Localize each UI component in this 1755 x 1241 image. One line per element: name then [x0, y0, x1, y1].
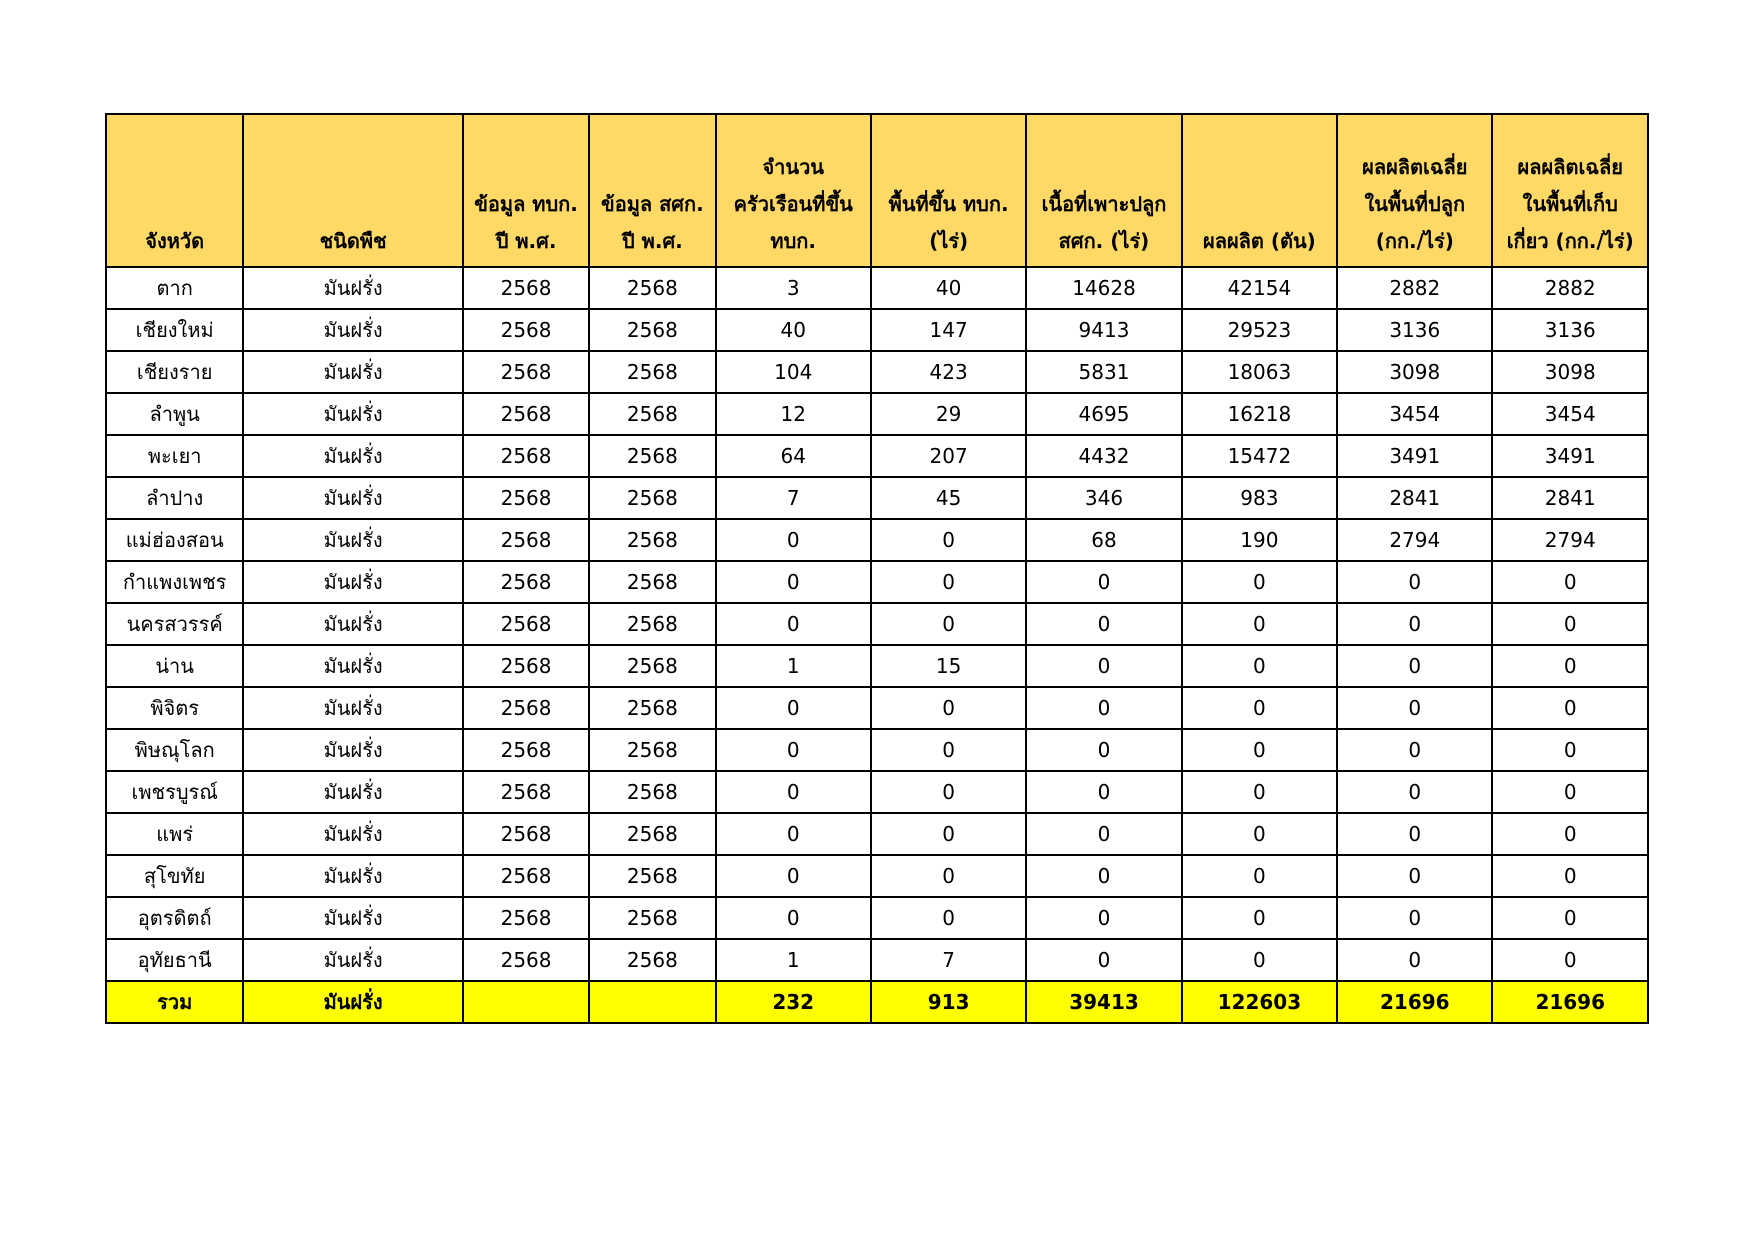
table-row: [106, 393, 1648, 435]
table-cell: 2568: [463, 519, 589, 561]
table-cell: 4432: [1026, 435, 1181, 477]
column-header-line: ในพื้นที่เก็บ: [1522, 192, 1618, 216]
potato-data-table: [105, 113, 1649, 1024]
table-cell: 0: [1026, 855, 1181, 897]
table-cell: 2841: [1492, 477, 1648, 519]
table-cell: 3136: [1492, 309, 1648, 351]
table-cell: 2568: [463, 813, 589, 855]
table-cell: 0: [871, 561, 1026, 603]
table-cell: มันฝรั่ง: [243, 813, 463, 855]
table-cell: 0: [716, 729, 871, 771]
table-cell: 68: [1026, 519, 1181, 561]
table-cell: 2568: [589, 855, 715, 897]
table-cell: เชียงราย: [106, 351, 243, 393]
table-header-row: [106, 114, 1648, 267]
table-cell: 3098: [1492, 351, 1648, 393]
table-cell: 0: [716, 855, 871, 897]
column-header-line: เกี่ยว (กก./ไร่): [1506, 229, 1634, 253]
table-cell: 2568: [589, 477, 715, 519]
table-cell: 3491: [1492, 435, 1648, 477]
table-row: [106, 519, 1648, 561]
table-cell: 0: [1182, 687, 1337, 729]
table-cell: 4695: [1026, 393, 1181, 435]
table-cell: 2568: [589, 561, 715, 603]
table-cell: น่าน: [106, 645, 243, 687]
table-cell: 0: [1026, 939, 1181, 981]
table-cell: มันฝรั่ง: [243, 393, 463, 435]
data-sheet: [105, 113, 1649, 1024]
table-row: [106, 687, 1648, 729]
table-cell: 0: [716, 687, 871, 729]
table-cell: 2568: [463, 897, 589, 939]
column-header-line: ข้อมูล สศก.: [601, 192, 704, 216]
table-cell: 1: [716, 645, 871, 687]
table-cell: 2568: [463, 771, 589, 813]
table-cell: 7: [716, 477, 871, 519]
table-cell: 14628: [1026, 267, 1181, 309]
table-cell: 0: [716, 561, 871, 603]
table-cell: ลำพูน: [106, 393, 243, 435]
table-row: [106, 435, 1648, 477]
table-cell: 3454: [1492, 393, 1648, 435]
table-cell: 0: [1182, 603, 1337, 645]
table-cell: 7: [871, 939, 1026, 981]
table-cell: 1: [716, 939, 871, 981]
total-cell: [463, 981, 589, 1023]
table-row: [106, 855, 1648, 897]
table-cell: 346: [1026, 477, 1181, 519]
table-cell: 3: [716, 267, 871, 309]
column-header: [1026, 114, 1181, 267]
table-cell: 0: [1337, 687, 1492, 729]
table-cell: 2568: [589, 729, 715, 771]
table-cell: 2568: [463, 435, 589, 477]
table-cell: 2568: [463, 351, 589, 393]
table-cell: 15472: [1182, 435, 1337, 477]
table-cell: 0: [1337, 645, 1492, 687]
column-header-line: ข้อมูล ทบก.: [474, 192, 578, 216]
table-cell: 5831: [1026, 351, 1181, 393]
table-cell: 12: [716, 393, 871, 435]
table-cell: 423: [871, 351, 1026, 393]
column-header: [1337, 114, 1492, 267]
table-cell: 0: [1182, 771, 1337, 813]
table-cell: พะเยา: [106, 435, 243, 477]
table-cell: 2568: [589, 771, 715, 813]
table-cell: 0: [871, 603, 1026, 645]
table-cell: มันฝรั่ง: [243, 855, 463, 897]
column-header-line: พื้นที่ขึ้น ทบก.: [888, 192, 1009, 216]
table-cell: 2794: [1337, 519, 1492, 561]
column-header-line: ทบก.: [770, 229, 817, 253]
table-cell: มันฝรั่ง: [243, 897, 463, 939]
table-cell: 18063: [1182, 351, 1337, 393]
table-cell: 0: [1492, 687, 1648, 729]
table-row: [106, 813, 1648, 855]
total-cell: รวม: [106, 981, 243, 1023]
table-cell: 0: [1492, 939, 1648, 981]
table-cell: มันฝรั่ง: [243, 351, 463, 393]
table-cell: 3098: [1337, 351, 1492, 393]
total-cell: 39413: [1026, 981, 1181, 1023]
table-cell: มันฝรั่ง: [243, 519, 463, 561]
table-cell: 0: [871, 729, 1026, 771]
table-row: [106, 771, 1648, 813]
table-cell: 2568: [589, 687, 715, 729]
column-header-line: ชนิดพืช: [319, 229, 387, 253]
table-cell: 40: [871, 267, 1026, 309]
column-header-line: สศก. (ไร่): [1058, 229, 1150, 253]
table-cell: 2568: [589, 519, 715, 561]
table-cell: 0: [1337, 603, 1492, 645]
table-cell: 2568: [463, 393, 589, 435]
table-cell: 2568: [463, 603, 589, 645]
table-cell: 0: [1492, 645, 1648, 687]
table-cell: 0: [1182, 813, 1337, 855]
table-cell: 0: [1492, 561, 1648, 603]
column-header-line: ปี พ.ศ.: [622, 229, 683, 253]
table-cell: มันฝรั่ง: [243, 729, 463, 771]
table-cell: กำแพงเพชร: [106, 561, 243, 603]
table-cell: 2568: [463, 645, 589, 687]
table-cell: มันฝรั่ง: [243, 267, 463, 309]
table-cell: 2568: [589, 351, 715, 393]
table-cell: 64: [716, 435, 871, 477]
table-cell: 0: [1182, 939, 1337, 981]
total-cell: [589, 981, 715, 1023]
table-cell: 0: [1337, 939, 1492, 981]
table-cell: 0: [871, 813, 1026, 855]
table-cell: 2568: [463, 855, 589, 897]
column-header: [716, 114, 871, 267]
table-cell: 0: [1337, 897, 1492, 939]
table-cell: อุตรดิตถ์: [106, 897, 243, 939]
table-row: [106, 267, 1648, 309]
column-header-line: ในพื้นที่ปลูก: [1364, 192, 1466, 216]
table-cell: 0: [716, 519, 871, 561]
table-cell: นครสวรรค์: [106, 603, 243, 645]
table-row: [106, 897, 1648, 939]
table-cell: มันฝรั่ง: [243, 939, 463, 981]
table-cell: แม่ฮ่องสอน: [106, 519, 243, 561]
table-cell: 2882: [1492, 267, 1648, 309]
table-cell: 0: [1337, 771, 1492, 813]
column-header-line: (ไร่): [929, 229, 969, 253]
total-cell: 122603: [1182, 981, 1337, 1023]
table-cell: มันฝรั่ง: [243, 435, 463, 477]
table-row: [106, 561, 1648, 603]
table-cell: 2568: [463, 561, 589, 603]
table-cell: สุโขทัย: [106, 855, 243, 897]
total-cell: 913: [871, 981, 1026, 1023]
table-cell: 0: [1026, 645, 1181, 687]
table-cell: 3136: [1337, 309, 1492, 351]
table-cell: 15: [871, 645, 1026, 687]
table-total-row: [106, 981, 1648, 1023]
table-cell: 2568: [463, 687, 589, 729]
table-cell: 2568: [463, 729, 589, 771]
table-cell: 16218: [1182, 393, 1337, 435]
table-cell: 0: [1026, 603, 1181, 645]
table-cell: 29: [871, 393, 1026, 435]
table-cell: ตาก: [106, 267, 243, 309]
table-cell: เชียงใหม่: [106, 309, 243, 351]
table-row: [106, 939, 1648, 981]
table-cell: 3491: [1337, 435, 1492, 477]
table-cell: 2882: [1337, 267, 1492, 309]
table-cell: 207: [871, 435, 1026, 477]
column-header-line: ผลผลิตเฉลี่ย: [1517, 155, 1623, 179]
total-cell: 21696: [1492, 981, 1648, 1023]
table-cell: 2568: [589, 813, 715, 855]
table-cell: พิจิตร: [106, 687, 243, 729]
column-header-line: (กก./ไร่): [1375, 229, 1454, 253]
table-cell: 2568: [463, 939, 589, 981]
column-header-line: ผลผลิต (ตัน): [1202, 229, 1316, 253]
table-cell: 9413: [1026, 309, 1181, 351]
table-cell: อุทัยธานี: [106, 939, 243, 981]
table-cell: มันฝรั่ง: [243, 687, 463, 729]
table-cell: 0: [1492, 855, 1648, 897]
table-cell: 104: [716, 351, 871, 393]
column-header: [243, 114, 463, 267]
table-cell: เพชรบูรณ์: [106, 771, 243, 813]
table-cell: 0: [1026, 771, 1181, 813]
table-cell: 2568: [589, 645, 715, 687]
table-cell: 0: [1182, 561, 1337, 603]
table-cell: 0: [871, 897, 1026, 939]
table-cell: 2568: [589, 309, 715, 351]
column-header-line: ครัวเรือนที่ขึ้น: [733, 192, 853, 216]
total-cell: 232: [716, 981, 871, 1023]
column-header: [106, 114, 243, 267]
table-row: [106, 351, 1648, 393]
table-cell: มันฝรั่ง: [243, 603, 463, 645]
table-cell: ลำปาง: [106, 477, 243, 519]
table-cell: 2568: [589, 603, 715, 645]
table-cell: 42154: [1182, 267, 1337, 309]
column-header-line: เนื้อที่เพาะปลูก: [1041, 192, 1167, 216]
column-header-line: ผลผลิตเฉลี่ย: [1362, 155, 1468, 179]
table-cell: 29523: [1182, 309, 1337, 351]
table-cell: 0: [716, 813, 871, 855]
column-header: [463, 114, 589, 267]
table-cell: 0: [1492, 897, 1648, 939]
table-cell: 0: [716, 771, 871, 813]
table-cell: 2568: [589, 897, 715, 939]
table-cell: 0: [871, 771, 1026, 813]
table-cell: มันฝรั่ง: [243, 477, 463, 519]
table-cell: 0: [1492, 729, 1648, 771]
table-cell: 0: [1337, 855, 1492, 897]
table-cell: 0: [1026, 687, 1181, 729]
table-cell: 2568: [589, 435, 715, 477]
table-cell: มันฝรั่ง: [243, 771, 463, 813]
table-cell: มันฝรั่ง: [243, 309, 463, 351]
table-cell: 45: [871, 477, 1026, 519]
table-row: [106, 645, 1648, 687]
table-body: [106, 267, 1648, 981]
table-cell: 0: [871, 855, 1026, 897]
column-header-line: จังหวัด: [145, 229, 205, 253]
column-header: [871, 114, 1026, 267]
table-cell: 0: [1337, 813, 1492, 855]
table-cell: มันฝรั่ง: [243, 645, 463, 687]
table-cell: 0: [1026, 729, 1181, 771]
table-cell: 2568: [463, 309, 589, 351]
table-row: [106, 309, 1648, 351]
table-cell: 0: [1492, 603, 1648, 645]
total-cell: 21696: [1337, 981, 1492, 1023]
table-cell: 983: [1182, 477, 1337, 519]
table-cell: 0: [1182, 729, 1337, 771]
table-cell: 40: [716, 309, 871, 351]
table-cell: 2841: [1337, 477, 1492, 519]
table-cell: 190: [1182, 519, 1337, 561]
table-cell: 0: [1182, 645, 1337, 687]
column-header: [589, 114, 715, 267]
table-row: [106, 477, 1648, 519]
table-cell: 0: [871, 687, 1026, 729]
table-cell: 2568: [589, 939, 715, 981]
table-cell: 0: [1337, 561, 1492, 603]
table-cell: 147: [871, 309, 1026, 351]
table-cell: 0: [716, 603, 871, 645]
table-cell: 2568: [463, 267, 589, 309]
table-cell: 2568: [463, 477, 589, 519]
table-cell: 0: [1026, 561, 1181, 603]
table-cell: 0: [716, 897, 871, 939]
table-cell: 0: [1337, 729, 1492, 771]
table-cell: 3454: [1337, 393, 1492, 435]
table-cell: พิษณุโลก: [106, 729, 243, 771]
table-cell: 0: [1182, 897, 1337, 939]
table-cell: 0: [1182, 855, 1337, 897]
table-cell: 2568: [589, 267, 715, 309]
column-header-line: จำนวน: [762, 155, 824, 179]
column-header: [1492, 114, 1648, 267]
table-cell: มันฝรั่ง: [243, 561, 463, 603]
column-header: [1182, 114, 1337, 267]
table-row: [106, 729, 1648, 771]
table-cell: 0: [1492, 771, 1648, 813]
column-header-line: ปี พ.ศ.: [495, 229, 557, 253]
table-cell: 2568: [589, 393, 715, 435]
table-cell: 0: [1492, 813, 1648, 855]
table-cell: 0: [871, 519, 1026, 561]
total-cell: มันฝรั่ง: [243, 981, 463, 1023]
table-cell: 0: [1026, 897, 1181, 939]
table-row: [106, 603, 1648, 645]
table-cell: 2794: [1492, 519, 1648, 561]
table-cell: แพร่: [106, 813, 243, 855]
table-cell: 0: [1026, 813, 1181, 855]
